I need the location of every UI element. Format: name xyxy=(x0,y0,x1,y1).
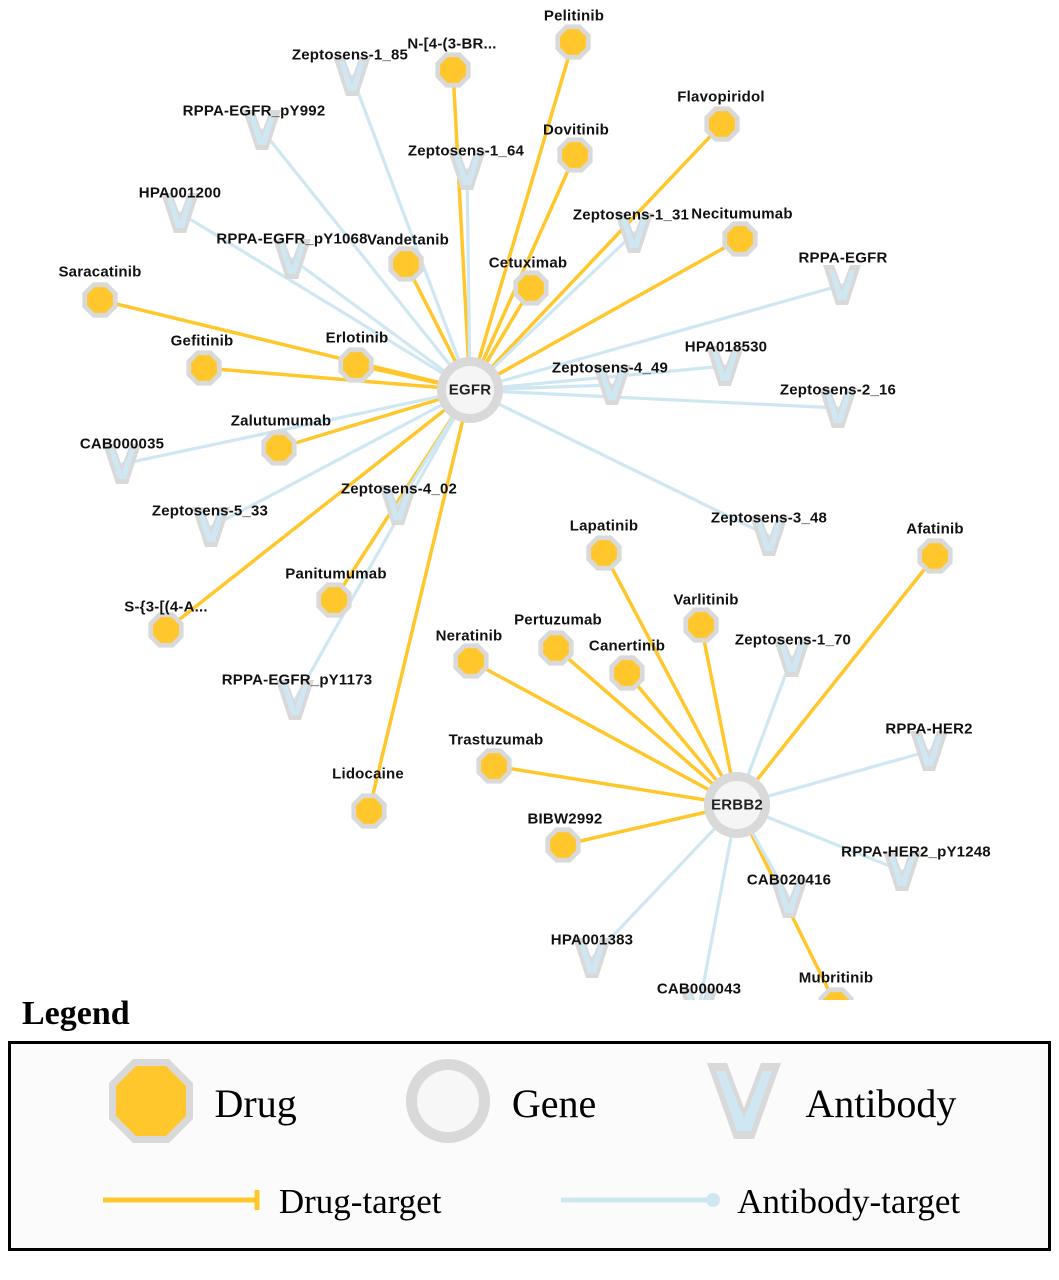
legend-label-antibody-target: Antibody-target xyxy=(737,1182,961,1221)
legend-edge-types xyxy=(11,1162,1048,1242)
drug-node[interactable] xyxy=(476,748,511,783)
legend-node-types xyxy=(11,1044,1048,1162)
antibody-label: CAB000043 xyxy=(656,980,742,998)
drug-target-line-icon xyxy=(99,1187,269,1218)
edge xyxy=(734,556,935,805)
drug-label: Mubritinib xyxy=(798,969,874,987)
drug-node[interactable] xyxy=(555,24,590,59)
drug-label: Flavopiridol xyxy=(677,88,765,106)
drug-label: Lidocaine xyxy=(332,765,404,783)
antibody-label: Zeptosens-1_64 xyxy=(407,142,525,160)
drug-node[interactable] xyxy=(316,582,351,617)
drug-label: Pertuzumab xyxy=(514,611,602,629)
legend-item-gene xyxy=(400,1053,596,1154)
drug-label: Vandetanib xyxy=(366,231,450,249)
antibody-label: HPA001383 xyxy=(550,931,634,949)
drug-label: Erlotinib xyxy=(325,329,389,347)
legend-label-antibody: Antibody xyxy=(805,1080,957,1126)
drug-label: Canertinib xyxy=(588,637,666,655)
gene-circle-icon xyxy=(400,1053,496,1154)
legend-title: Legend xyxy=(22,995,130,1032)
antibody-label: RPPA-HER2_pY1248 xyxy=(841,843,991,861)
drug-node[interactable] xyxy=(351,793,386,828)
drug-node[interactable] xyxy=(683,607,718,642)
drug-node[interactable] xyxy=(917,538,952,573)
drug-label: Trastuzumab xyxy=(448,731,544,749)
drug-node[interactable] xyxy=(435,52,470,87)
antibody-label: Zeptosens-4_49 xyxy=(551,359,669,377)
drug-label: Pelitinib xyxy=(543,7,605,25)
drug-node[interactable] xyxy=(148,612,183,647)
antibody-label: RPPA-EGFR_pY1173 xyxy=(221,671,373,689)
drug-node[interactable] xyxy=(82,282,117,317)
drug-label: Zalutumumab xyxy=(230,412,332,430)
drug-node[interactable] xyxy=(722,221,757,256)
antibody-label: RPPA-EGFR_pY1068 xyxy=(216,230,368,248)
drug-label: Panitumumab xyxy=(285,565,387,583)
drug-node[interactable] xyxy=(586,535,621,570)
drug-node[interactable] xyxy=(538,630,573,665)
antibody-label: RPPA-EGFR xyxy=(798,249,888,267)
antibody-label: RPPA-HER2 xyxy=(885,720,973,738)
drug-node[interactable] xyxy=(186,350,221,385)
legend-label-gene: Gene xyxy=(511,1080,597,1126)
antibody-label: RPPA-EGFR_pY992 xyxy=(182,102,326,120)
drug-octagon-icon xyxy=(103,1053,199,1154)
drug-label: Dovitinib xyxy=(543,121,609,139)
drug-label: Afatinib xyxy=(906,520,964,538)
antibody-label: Zeptosens-1_31 xyxy=(572,206,690,224)
drug-label: Gefitinib xyxy=(170,332,234,350)
drug-label: Cetuximab xyxy=(488,254,568,272)
legend-box xyxy=(8,1041,1051,1251)
legend-label-drug-target: Drug-target xyxy=(278,1182,442,1221)
drug-label: N-[4-(3-BR... xyxy=(407,35,497,53)
drug-node[interactable] xyxy=(261,430,296,465)
legend-label-drug: Drug xyxy=(214,1080,297,1126)
gene-label: ERBB2 xyxy=(711,796,763,814)
drug-label: Necitumumab xyxy=(691,205,793,223)
drug-node[interactable] xyxy=(609,655,644,690)
gene-label: EGFR xyxy=(448,381,492,399)
antibody-label: CAB020416 xyxy=(746,871,832,889)
antibody-label: HPA001200 xyxy=(138,184,222,202)
drug-label: S-{3-[(4-A... xyxy=(124,598,208,616)
antibody-label: Zeptosens-5_33 xyxy=(151,502,269,520)
legend-item-antibody xyxy=(699,1053,956,1154)
antibody-label: Zeptosens-3_48 xyxy=(710,509,828,527)
drug-label: Lapatinib xyxy=(569,517,639,535)
legend-item-antibody-target xyxy=(557,1182,960,1222)
antibody-label: Zeptosens-4_02 xyxy=(340,480,458,498)
antibody-target-line-icon xyxy=(557,1187,727,1218)
antibody-label: Zeptosens-1_85 xyxy=(291,46,409,64)
antibody-label: Zeptosens-2_16 xyxy=(779,381,897,399)
drug-label: Saracatinib xyxy=(58,263,142,281)
antibody-label: Zeptosens-1_70 xyxy=(734,631,852,649)
legend-item-drug-target xyxy=(99,1182,442,1222)
drug-label: Neratinib xyxy=(435,627,503,645)
legend xyxy=(8,995,1051,1251)
drug-node[interactable] xyxy=(545,827,580,862)
drug-node[interactable] xyxy=(513,270,548,305)
antibody-chevron-icon xyxy=(699,1053,789,1154)
drug-label: BIBW2992 xyxy=(527,810,603,828)
drug-node[interactable] xyxy=(338,347,373,382)
drug-label: Varlitinib xyxy=(673,591,739,609)
antibody-label: HPA018530 xyxy=(684,338,768,356)
drug-node[interactable] xyxy=(704,106,739,141)
legend-item-drug xyxy=(103,1053,297,1154)
drug-node[interactable] xyxy=(557,137,592,172)
drug-node[interactable] xyxy=(453,643,488,678)
drug-node[interactable] xyxy=(388,246,423,281)
antibody-label: CAB000035 xyxy=(79,435,165,453)
